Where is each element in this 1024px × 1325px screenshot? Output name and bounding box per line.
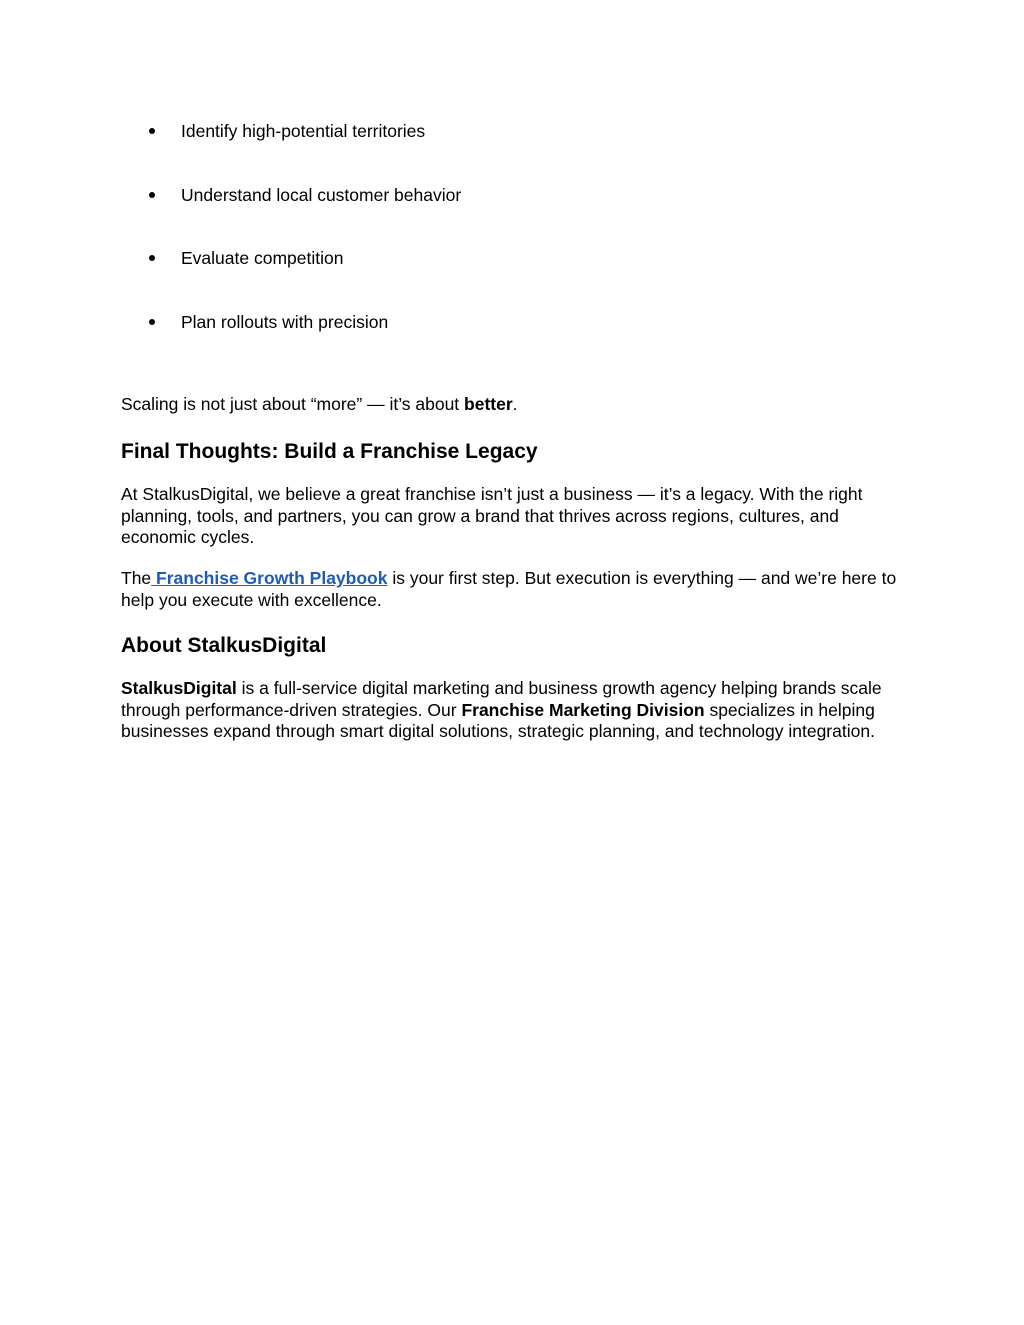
about-division-name: Franchise Marketing Division bbox=[461, 699, 705, 720]
about-paragraph bbox=[121, 678, 911, 743]
about-text-1: is a full-service digital marketing and business growth agency helping brands scale through performance-driven strategies. Our bbox=[121, 678, 882, 720]
bullet-list bbox=[121, 118, 911, 372]
list-item bbox=[121, 118, 911, 182]
list-item bbox=[121, 245, 911, 309]
list-item-text: Plan rollouts with precision bbox=[181, 311, 389, 332]
list-item-text: Evaluate competition bbox=[181, 248, 344, 268]
playbook-text-after: is your first step. But execution is everything — and we’re here to help you execute with excellence. bbox=[121, 568, 897, 610]
franchise-growth-playbook-link[interactable]: Franchise Growth Playbook bbox=[151, 568, 388, 588]
about-company-name: StalkusDigital bbox=[121, 678, 237, 698]
final-thoughts-heading: Final Thoughts: Build a Franchise Legacy bbox=[121, 440, 538, 463]
about-text-2: specializes in helping businesses expand through smart digital solutions, strategic planning, and technology integration. bbox=[121, 699, 875, 741]
playbook-paragraph bbox=[121, 568, 911, 611]
final-thoughts-paragraph: At StalkusDigital, we believe a great franchise isn’t just a business — it’s a legacy. With the right planning, tools, and partners, you can grow a brand that thrives across regions, cultures, and economic cycles. bbox=[121, 484, 863, 547]
bullet-icon bbox=[149, 192, 155, 198]
scaling-period: . bbox=[512, 394, 518, 414]
scaling-text: Scaling is not just about “more” — it’s about bbox=[121, 394, 465, 414]
list-item-text: Identify high-potential territories bbox=[181, 121, 426, 141]
list-item-text: Understand local customer behavior bbox=[181, 184, 462, 205]
playbook-text-before: The bbox=[121, 568, 152, 588]
scaling-paragraph bbox=[121, 394, 911, 416]
bullet-icon bbox=[149, 128, 155, 134]
list-item bbox=[121, 182, 911, 246]
scaling-emphasis: better bbox=[464, 394, 513, 414]
bullet-icon bbox=[149, 255, 155, 261]
list-item bbox=[121, 309, 911, 373]
about-heading: About StalkusDigital bbox=[121, 634, 327, 657]
bullet-icon bbox=[149, 319, 155, 325]
